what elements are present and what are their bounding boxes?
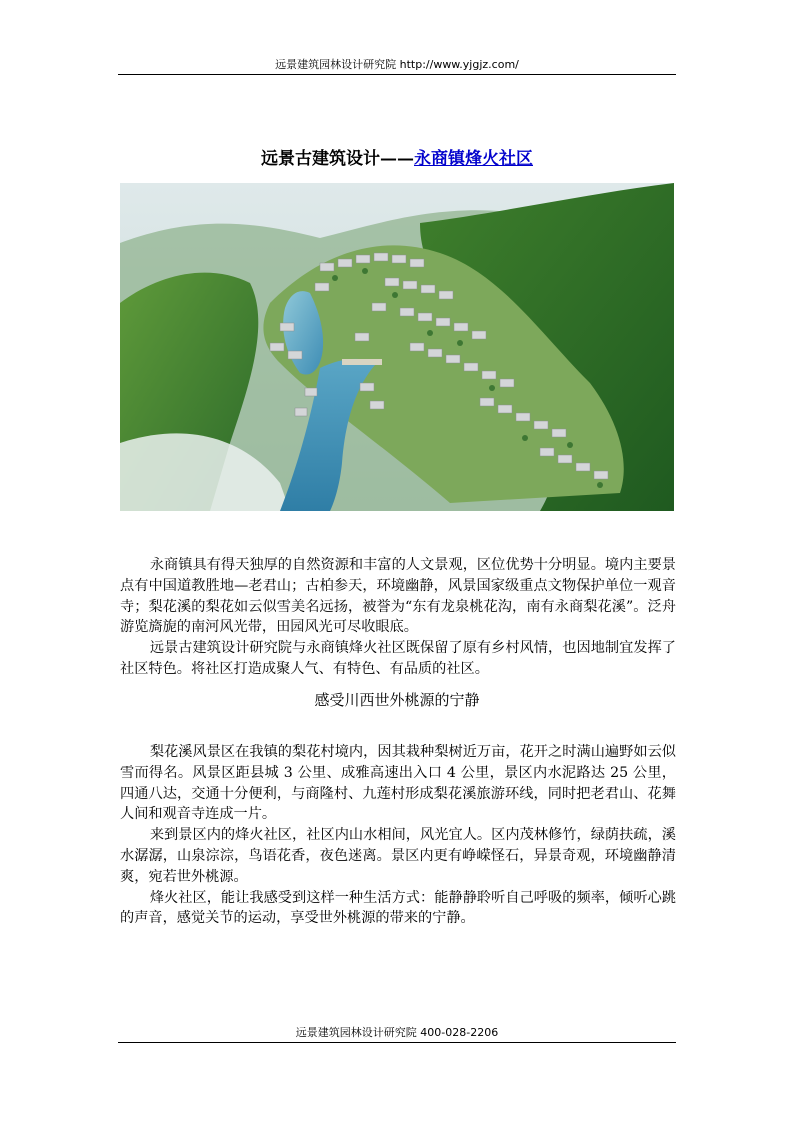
hero-image [120,183,674,511]
intro-section [120,555,676,680]
paragraph: 来到景区内的烽火社区，社区内山水相间，风光宜人。区内茂林修竹，绿荫扶疏，溪水潺潺，山泉淙淙，鸟语花香，夜色迷离。景区内更有峥嵘怪石，异景奇观，环境幽静清爽，宛若世外桃源。 [120,827,676,885]
footer-divider [118,1042,676,1043]
section-subheading: 感受川西世外桃源的宁静 [314,691,480,709]
title-link[interactable]: 永商镇烽火社区 [414,149,533,169]
page-title [118,148,676,170]
paragraph: 永商镇具有得天独厚的自然资源和丰富的人文景观，区位优势十分明显。境内主要景点有中国道教胜地—老君山；古柏参天，环境幽静，风景国家级重点文物保护单位一观音寺；梨花溪的梨花如云似雪美名远扬，被誉为“东有龙泉桃花沟，南有永商梨花溪”。泛舟游览旖旎的南河风光带，田园风光可尽收眼底。 [120,557,676,636]
paragraph: 远景古建筑设计研究院与永商镇烽火社区既保留了原有乡村风情，也因地制宜发挥了社区特色。将社区打造成聚人气、有特色、有品质的社区。 [120,640,676,677]
paragraph: 梨花溪风景区在我镇的梨花村境内，因其栽种梨树近万亩，花开之时满山遍野如云似雪而得名。风景区距县城 3 公里、成雅高速出入口 4 公里，景区内水泥路达 25 公里，四通八达，交通十分便利，与商隆村、九莲村形成梨花溪旅游环线，同时把老君山、花舞人间和观音寺连成一片。 [120,744,676,823]
page-footer: 远景建筑园林设计研究院 400-028-2206 [295,1026,499,1039]
page-header: 远景建筑园林设计研究院 http://www.yjgjz.com/ [275,58,519,71]
scenic-section [120,742,676,929]
header-divider [118,74,676,75]
title-prefix: 远景古建筑设计—— [261,149,414,169]
paragraph: 烽火社区，能让我感受到这样一种生活方式：能静静聆听自己呼吸的频率，倾听心跳的声音，感觉关节的运动，享受世外桃源的带来的宁静。 [120,889,676,927]
